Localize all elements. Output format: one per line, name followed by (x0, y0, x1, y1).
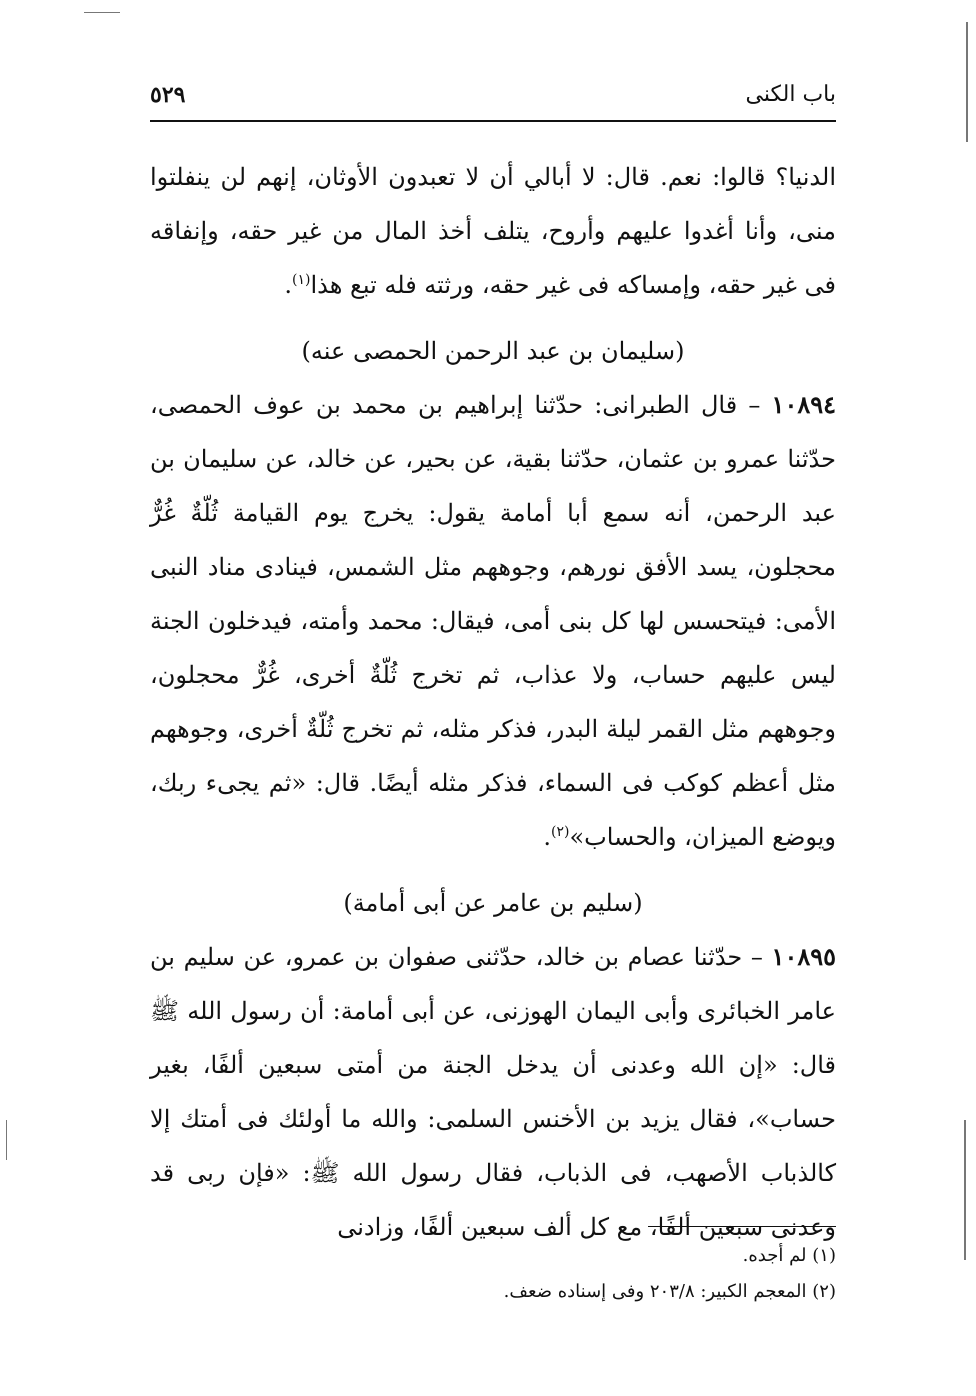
scan-mark-right-top (966, 22, 968, 142)
hadith-text: – قال الطبرانى: حدّثنا إبراهيم بن محمد بن عوف الحمصى، حدّثنا عمرو بن عثمان، حدّثنا بقية، عن بحير، عن خالد، عن سليمان بن عبد الرحمن، أنه سمع أبا أمامة يقول: يخرج يوم القيامة ثُلّةٌ غُرٌّ محجلون، يسد الأفق نورهم، وجوههم مثل الشمس، فينادى مناد النبى الأمى: فيتحسس لها كل بنى أمى، فيقال: محمد وأمته، فيدخلون الجنة ليس عليهم حساب، ولا عذاب، ثم تخرج ثُلّةٌ أخرى، غُرٌّ محجلون، وجوههم مثل القمر ليلة البدر، فذكر مثله، ثم تخرج ثُلّةٌ أخرى، وجوههم مثل أعظم كوكب فى السماء، فذكر مثله أيضًا. قال: «ثم يجىء ربك، ويوضع الميزان، والحساب» (150, 391, 836, 851)
hadith-number: ١٠٨٩٥ (771, 942, 836, 971)
section-heading-1: (سليمان بن عبد الرحمن الحمصى عنه) (301, 337, 685, 365)
running-title: باب الكنى (745, 82, 836, 107)
footnote-1: (١) لم أجده. (742, 1245, 836, 1266)
scan-mark-top (84, 12, 120, 13)
footnote-ref-1: (١) (292, 272, 311, 288)
footnote-ref-2: (٢) (551, 824, 570, 840)
body-text (150, 150, 836, 1254)
footnote-rule (648, 1226, 836, 1227)
running-head (150, 82, 836, 116)
footnotes (150, 1238, 836, 1310)
page-number: ٥٢٩ (150, 82, 186, 108)
hadith-number: ١٠٨٩٤ (771, 390, 836, 419)
scan-mark-right-bottom (964, 1120, 966, 1260)
paragraph-text: الدنيا؟ قالوا: نعم. قال: لا أبالي أن لا تعبدون الأوثان، إنهم لن ينفلتوا منى، وأنا أغدوا عليهم وأروح، يتلف أخذ المال من غير حقه، وإنفاقه فى غير حقه، وإمساكه فى غير حقه، ورثته فله تبع هذا (150, 163, 836, 299)
hadith-text: – حدّثنا عصام بن خالد، حدّثنى صفوان بن عمرو، عن سليم بن عامر الخبائرى وأبى اليمان الهوزنى، عن أبى أمامة: أن رسول الله ﷺ قال: «إن الله وعدنى أن يدخل الجنة من أمتى سبعين ألفًا، بغير حساب»، فقال يزيد بن الأخنس السلمى: والله ما أولئك فى أمتك إلا كالذباب الأصهب، فى الذباب، فقال رسول الله ﷺ: «فإن ربى قد وعدنى سبعين ألفًا، مع كل ألف سبعين ألفًا، وزادنى (150, 943, 837, 1241)
header-rule (150, 120, 836, 122)
scan-mark-left (6, 1120, 7, 1160)
hadith-end: . (543, 823, 551, 851)
hadith-10894 (150, 378, 836, 864)
section-heading-2: (سليم بن عامر عن أبى أمامة) (343, 889, 643, 917)
paragraph-continuation (150, 150, 836, 312)
footnote-2: (٢) المعجم الكبير: ٢٠٣/٨ وفى إسناده ضعف. (503, 1281, 836, 1302)
hadith-10895 (150, 930, 836, 1254)
paragraph-end: . (284, 271, 293, 299)
